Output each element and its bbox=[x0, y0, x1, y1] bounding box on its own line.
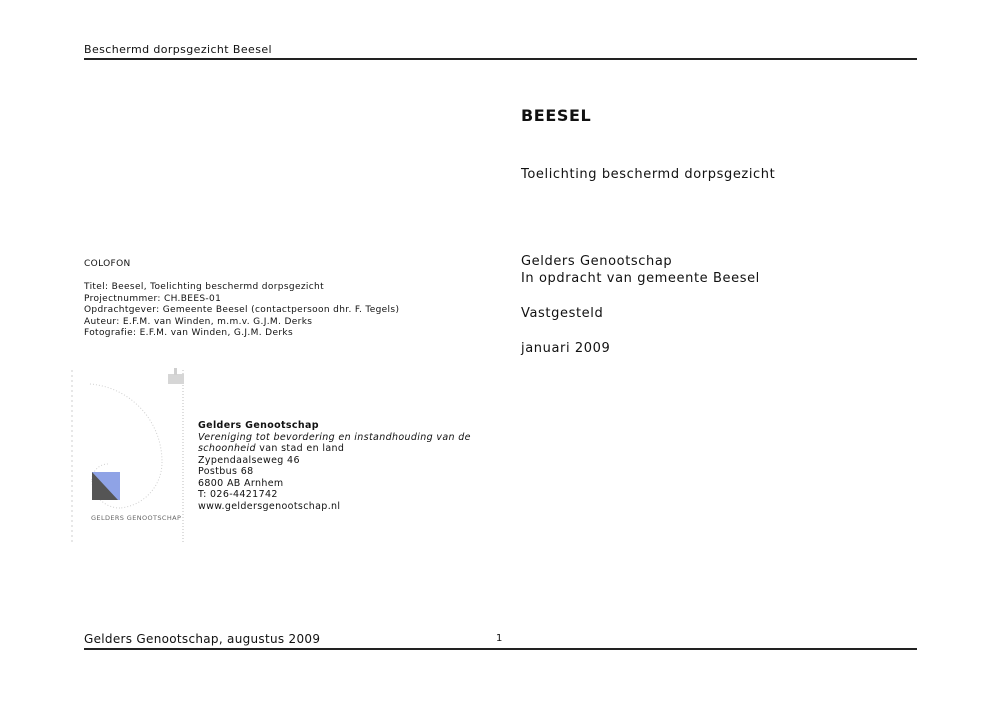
colofon-heading: COLOFON bbox=[84, 259, 131, 269]
status-line: Vastgesteld bbox=[521, 306, 604, 321]
organization-tagline-italic: schoonheid bbox=[198, 443, 256, 454]
gelders-genootschap-logo bbox=[70, 366, 190, 544]
document-subtitle: Toelichting beschermd dorpsgezicht bbox=[521, 167, 776, 182]
organization-name: Gelders Genootschap bbox=[198, 420, 319, 431]
organization-street: Zypendaalseweg 46 bbox=[198, 454, 300, 466]
colofon-client-line: Opdrachtgever: Gemeente Beesel (contactpersoon dhr. F. Tegels) bbox=[84, 305, 400, 315]
organization-postbus: Postbus 68 bbox=[198, 466, 254, 477]
organization-phone: T: 026-4421742 bbox=[198, 489, 278, 500]
document-title: BEESEL bbox=[521, 106, 592, 125]
footer-rule bbox=[84, 648, 917, 650]
colofon-details bbox=[84, 282, 399, 340]
page-number: 1 bbox=[496, 633, 503, 644]
organization-website: www.geldersgenootschap.nl bbox=[198, 500, 341, 512]
running-header: Beschermd dorpsgezicht Beesel bbox=[84, 43, 272, 56]
colofon-photo-line: Fotografie: E.F.M. van Winden, G.J.M. Derks bbox=[84, 328, 293, 338]
colofon-project-line: Projectnummer: CH.BEES-01 bbox=[84, 293, 222, 304]
author-organization: Gelders Genootschap bbox=[521, 254, 673, 269]
colofon-author-line: Auteur: E.F.M. van Winden, m.m.v. G.J.M. Derks bbox=[84, 316, 313, 327]
organization-tagline-1: Vereniging tot bevordering en instandhouding van de bbox=[198, 431, 471, 443]
header-rule bbox=[84, 58, 917, 60]
organization-tagline-rest: van stad en land bbox=[255, 443, 345, 454]
commission-line: In opdracht van gemeente Beesel bbox=[521, 271, 760, 286]
organization-city: 6800 AB Arnhem bbox=[198, 477, 284, 489]
organization-tagline-2 bbox=[198, 443, 471, 455]
colofon-title-line: Titel: Beesel, Toelichting beschermd dorpsgezicht bbox=[84, 282, 324, 292]
organization-address bbox=[198, 420, 471, 512]
date-line: januari 2009 bbox=[521, 341, 611, 356]
logo-text: GELDERS GENOOTSCHAP bbox=[91, 514, 182, 522]
running-footer: Gelders Genootschap, augustus 2009 bbox=[84, 632, 321, 646]
